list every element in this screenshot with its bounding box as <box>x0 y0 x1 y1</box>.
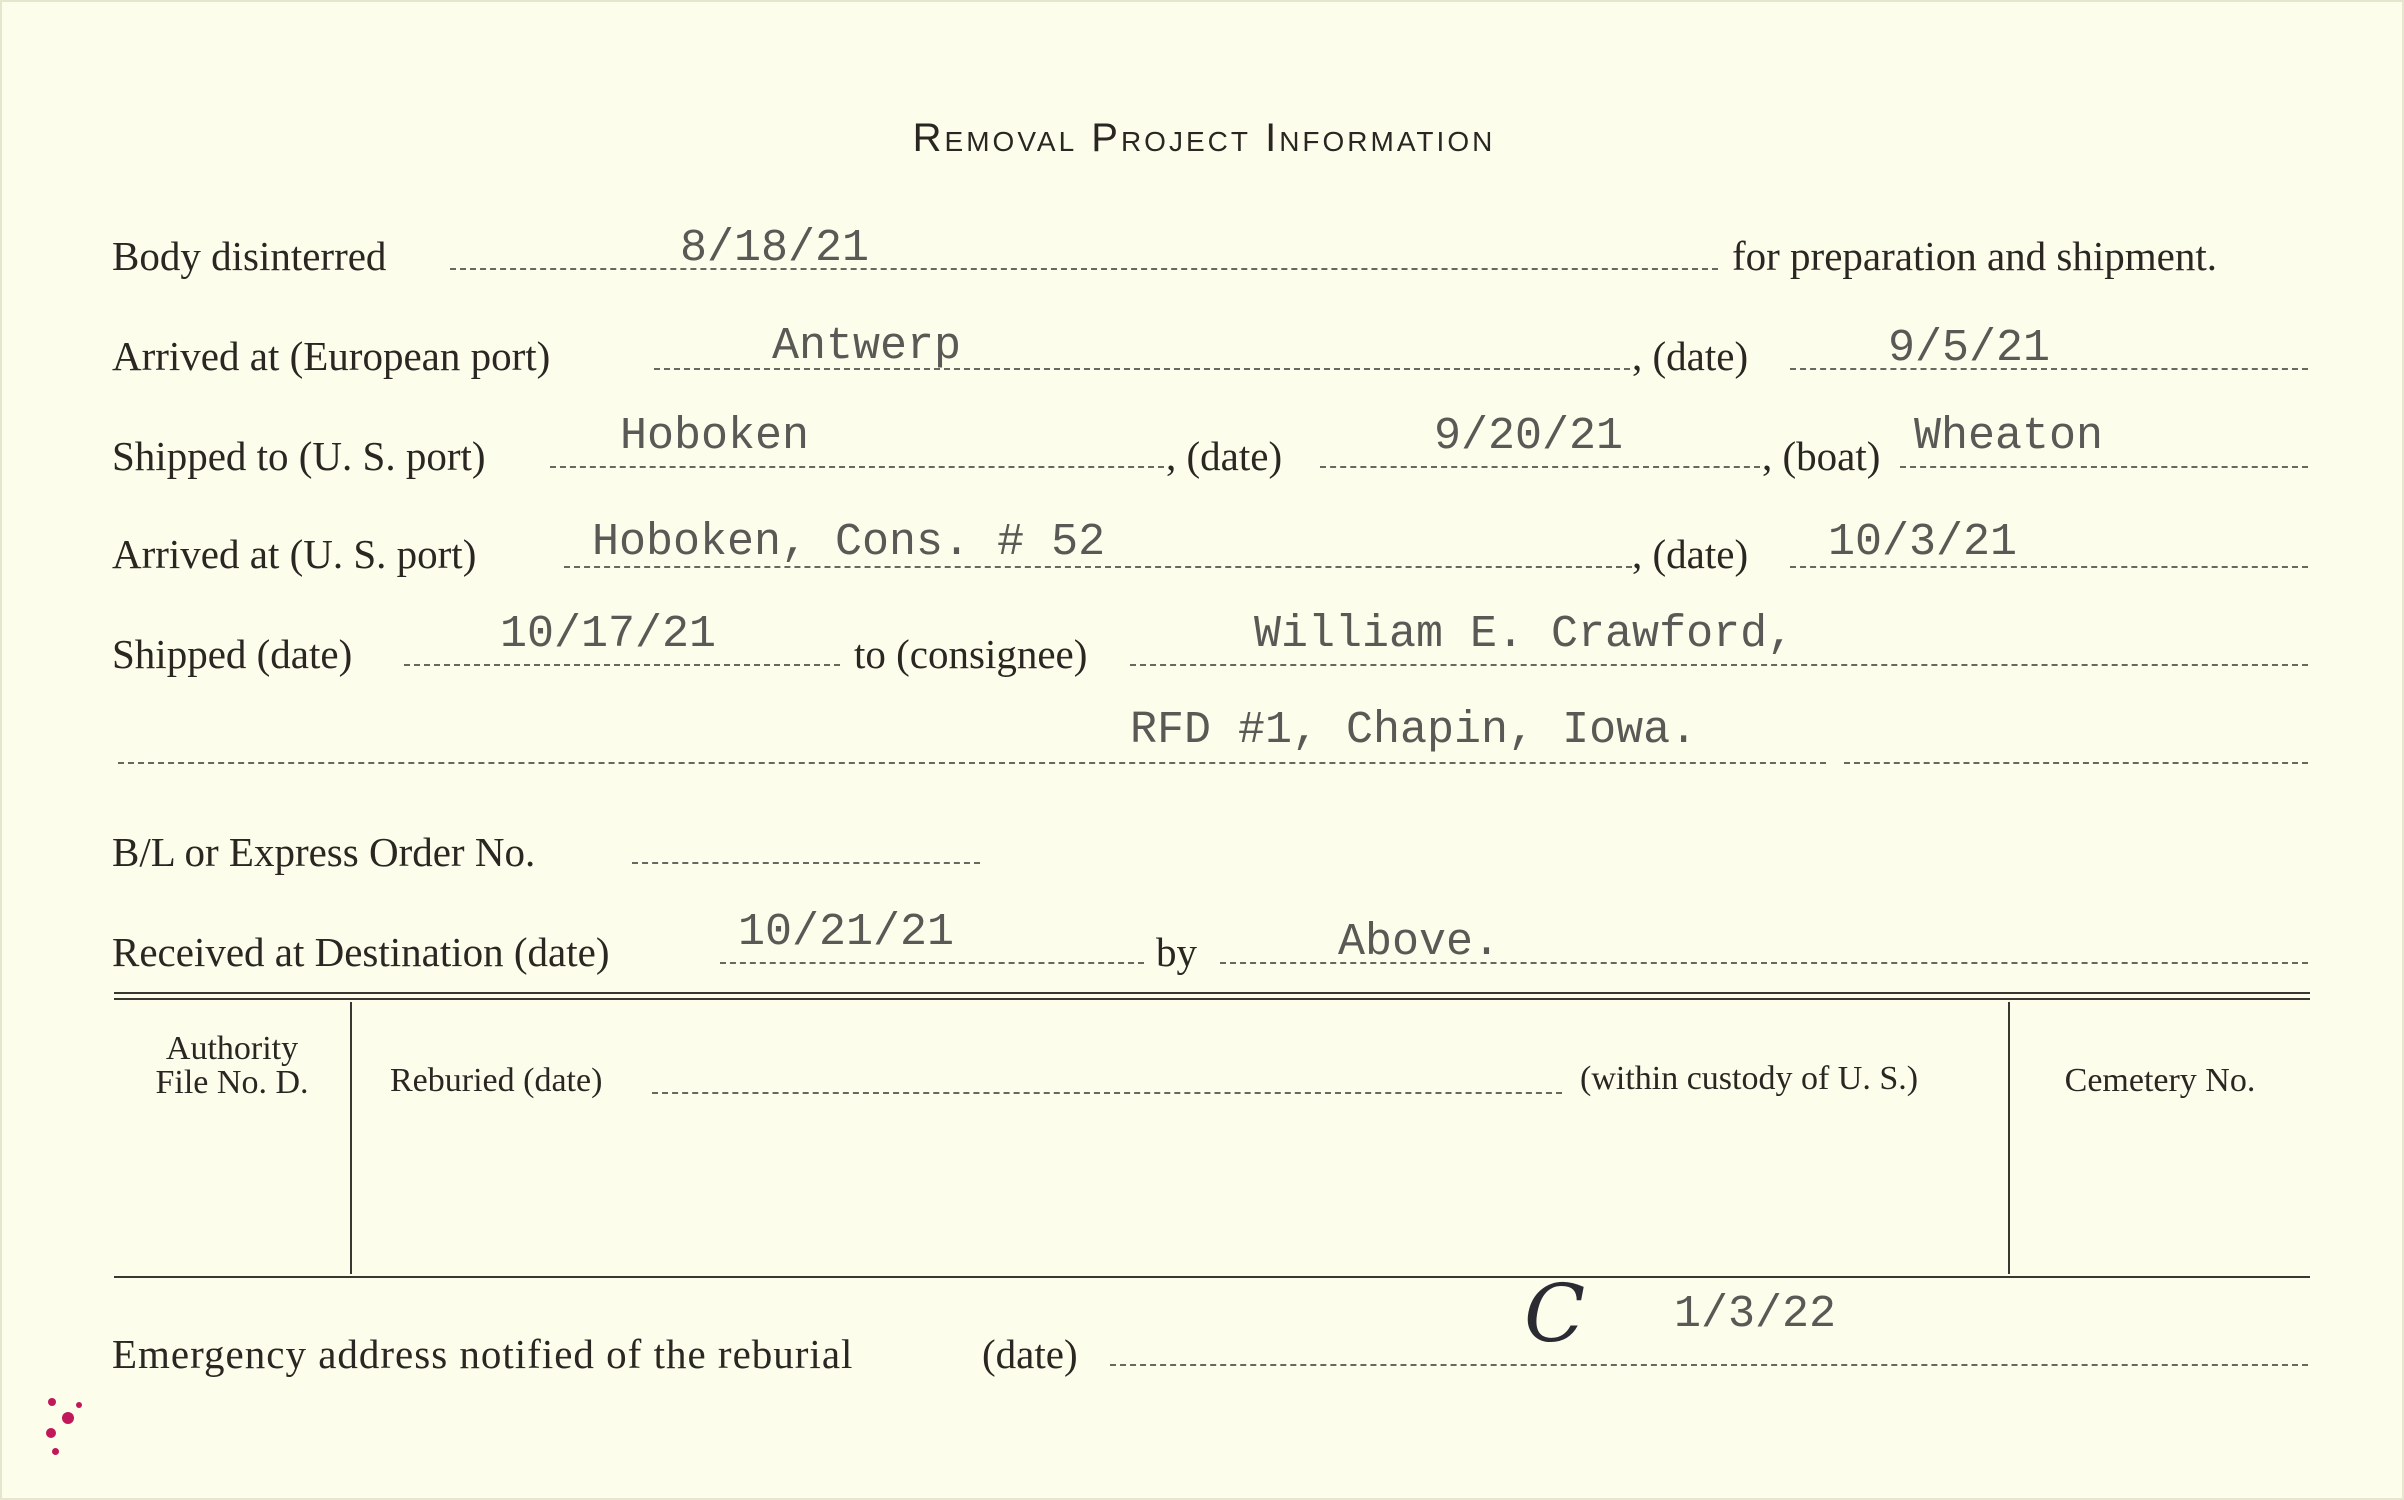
shipped-out-date-value: 10/17/21 <box>500 609 717 660</box>
shipped-date-value: 9/20/21 <box>1434 411 1624 462</box>
bl-order-label: B/L or Express Order No. <box>112 829 536 875</box>
body-disinterred-label: Body disinterred <box>112 233 387 279</box>
boat-label: , (boat) <box>1762 433 1881 479</box>
shipped-out-date-label: Shipped (date) <box>112 631 353 677</box>
shipped-out-date-line <box>404 664 840 666</box>
emergency-date-label: (date) <box>982 1331 1078 1377</box>
arrived-date-value: 10/3/21 <box>1828 517 2018 568</box>
received-date-line <box>720 962 1144 964</box>
bl-order-line <box>632 862 980 864</box>
emergency-label: Emergency address notified of the reburial <box>112 1331 854 1377</box>
authority-label-line-2: File No. D. <box>155 1064 309 1101</box>
consignee-line-2a <box>118 762 1826 764</box>
cemetery-label: Cemetery No. <box>2064 1062 2256 1099</box>
table-top-rule-double <box>114 998 2310 1000</box>
consignee-line-1 <box>1130 664 2308 666</box>
table-top-rule <box>114 992 2310 994</box>
ink-speck <box>48 1398 56 1406</box>
consignee-value-line-1: William E. Crawford, <box>1254 609 1795 660</box>
us-port-shipped-line <box>550 466 1164 468</box>
reburied-line <box>652 1092 1562 1094</box>
body-disinterred-value: 8/18/21 <box>680 223 870 274</box>
ink-speck <box>46 1428 56 1438</box>
us-port-arrived-value: Hoboken, Cons. # 52 <box>592 517 1106 568</box>
body-disinterred-line <box>450 268 1718 270</box>
custody-label: (within custody of U. S.) <box>1580 1060 1919 1097</box>
received-label: Received at Destination (date) <box>112 929 610 975</box>
received-date-value: 10/21/21 <box>738 907 955 958</box>
us-port-shipped-label: Shipped to (U. S. port) <box>112 433 486 479</box>
shipped-date-label: , (date) <box>1166 433 1283 479</box>
emergency-date-value: 1/3/22 <box>1674 1289 1837 1340</box>
boat-line <box>1900 466 2308 468</box>
european-port-value: Antwerp <box>772 321 962 372</box>
table-divider-right <box>2008 1002 2010 1274</box>
table-divider-left <box>350 1002 352 1274</box>
received-by-label: by <box>1156 929 1197 975</box>
table-bottom-rule <box>114 1276 2310 1278</box>
european-date-label: , (date) <box>1632 333 1749 379</box>
ink-speck <box>52 1448 59 1455</box>
us-port-arrived-label: Arrived at (U. S. port) <box>112 531 477 577</box>
reburied-label: Reburied (date) <box>390 1062 603 1099</box>
ink-speck <box>76 1402 82 1408</box>
authority-label-line-1: Authority <box>165 1030 299 1067</box>
consignee-value-line-2: RFD #1, Chapin, Iowa. <box>1130 705 1698 756</box>
boat-value: Wheaton <box>1914 411 2104 462</box>
emergency-line <box>1110 1364 2308 1366</box>
european-date-value: 9/5/21 <box>1888 323 2051 374</box>
received-by-value: Above. <box>1338 917 1501 968</box>
handwritten-initials: C <box>1524 1267 1586 1360</box>
body-disinterred-suffix: for preparation and shipment. <box>1732 233 2218 279</box>
us-port-shipped-value: Hoboken <box>620 411 810 462</box>
form-title: Removal Project Information <box>912 116 1496 160</box>
arrived-date-label: , (date) <box>1632 531 1749 577</box>
consignee-line-2b <box>1844 762 2308 764</box>
consignee-label: to (consignee) <box>854 631 1088 677</box>
ink-speck <box>62 1412 74 1424</box>
european-port-label: Arrived at (European port) <box>112 333 551 379</box>
shipped-date-line <box>1320 466 1760 468</box>
